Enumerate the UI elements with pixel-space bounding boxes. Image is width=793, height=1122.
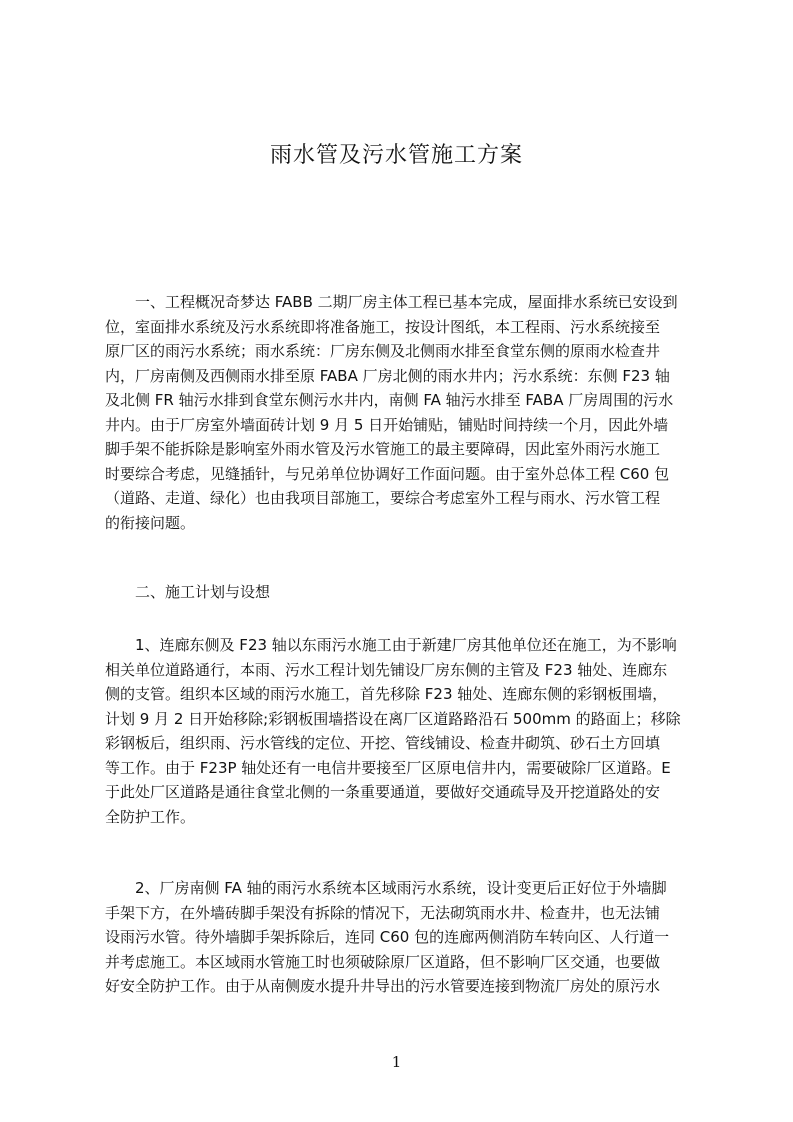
text-line: （道路、走道、绿化）也由我项目部施工，要综合考虑室外工程与雨水、污水管工程 bbox=[105, 489, 661, 507]
paragraph-south-side bbox=[105, 876, 713, 999]
text-line: 计划 9 月 2 日开始移除;彩钢板围墙搭设在离厂区道路路沿石 500mm 的路面上；移除 bbox=[105, 709, 681, 728]
text-line: 彩钢板后，组织雨、污水管线的定位、开挖、管线铺设、检查井砌筑、砂石土方回填 bbox=[105, 734, 661, 752]
text-line: 一、工程概况奇梦达 FABB 二期厂房主体工程已基本完成，屋面排水系统已安设到 bbox=[135, 293, 678, 311]
text-line: 全防护工作。 bbox=[105, 807, 196, 826]
text-line: 并考虑施工。本区域雨水管施工时也须破除原厂区道路，但不影响厂区交通，也要做 bbox=[105, 952, 661, 971]
text-line: 好安全防护工作。由于从南侧废水提升井导出的污水管要连接到物流厂房处的原污水 bbox=[105, 977, 661, 995]
text-line: 及北侧 FR 轴污水排到食堂东侧污水井内，南侧 FA 轴污水排至 FABA 厂房周围的污水 bbox=[105, 391, 674, 409]
text-line: 时要综合考虑，见缝插针，与兄弟单位协调好工作面问题。由于室外总体工程 C60 包 bbox=[105, 464, 670, 483]
text-line: 内，厂房南侧及西侧雨水排至原 FABA 厂房北侧的雨水井内；污水系统：东侧 F23 轴 bbox=[105, 366, 670, 385]
text-line: 等工作。由于 F23P 轴处还有一电信井要接至厂区原电信井内，需要破除厂区道路。E bbox=[105, 758, 671, 777]
page-number: 1 bbox=[391, 1053, 402, 1071]
text-line: 井内。由于厂房室外墙面砖计划 9 月 5 日开始铺贴，铺贴时间持续一个月，因此外墙 bbox=[105, 415, 669, 434]
text-line: 1、连廊东侧及 F23 轴以东雨污水施工由于新建厂房其他单位还在施工，为不影响 bbox=[135, 636, 677, 654]
text-line: 脚手架不能拆除是影响室外雨水管及污水管施工的最主要障碍，因此室外雨污水施工 bbox=[105, 440, 661, 458]
text-line: 侧的支管。组织本区域的雨污水施工，首先移除 F23 轴处、连廊东侧的彩钢板围墙， bbox=[105, 685, 668, 703]
page-title: 雨水管及污水管施工方案 bbox=[269, 143, 523, 168]
paragraph-east-corridor bbox=[105, 633, 713, 829]
text-line: 设雨污水管。待外墙脚手架拆除后，连同 C60 包的连廊两侧消防车转向区、人行道一 bbox=[105, 928, 670, 946]
text-line: 位，室面排水系统及污水系统即将准备施工，按设计图纸，本工程雨、污水系统接至 bbox=[105, 317, 661, 336]
text-line: 手架下方，在外墙砖脚手架没有拆除的情况下，无法砌筑雨水井、检查井，也无法铺 bbox=[105, 903, 661, 922]
text-line: 原厂区的雨污水系统；雨水系统：厂房东侧及北侧雨水排至食堂东侧的原雨水检查井 bbox=[105, 342, 661, 360]
text-line: 相关单位道路通行，本雨、污水工程计划先铺设厂房东侧的主管及 F23 轴处、连廊东 bbox=[105, 660, 668, 679]
text-line: 的衔接问题。 bbox=[105, 513, 196, 532]
text-line: 2、厂房南侧 FA 轴的雨污水系统本区域雨污水系统，设计变更后正好位于外墙脚 bbox=[135, 879, 667, 897]
text-line: 于此处厂区道路是通往食堂北侧的一条重要通道，要做好交通疏导及开挖道路处的安 bbox=[105, 783, 661, 801]
paragraph-project-overview bbox=[105, 290, 713, 535]
text-line: 二、施工计划与设想 bbox=[135, 583, 271, 601]
section-heading-construction-plan bbox=[105, 580, 713, 605]
